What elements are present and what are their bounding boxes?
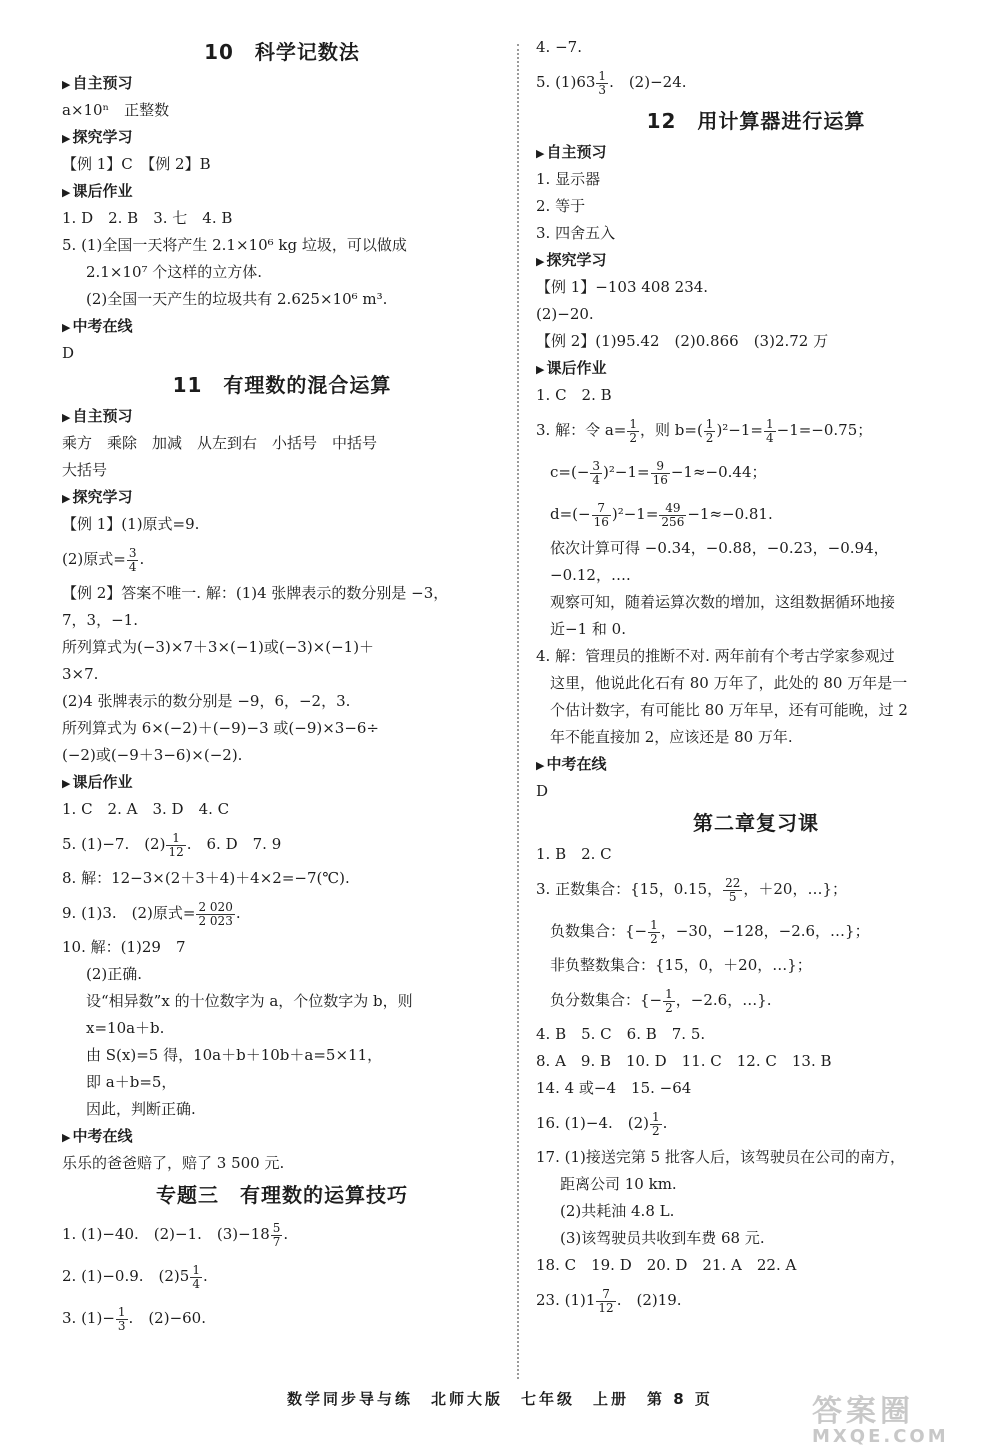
section-title-10: 10 科学记数法 <box>204 40 360 64</box>
heading-homework <box>536 355 976 382</box>
answer-line: 4. −7. <box>536 38 582 56</box>
answer-line: 7，3，−1. <box>62 611 138 629</box>
triangle-icon: ▶ <box>62 78 71 91</box>
fraction: $\frac{1}{2}$ <box>705 416 714 445</box>
answer-line: (2)原式= $\frac{3}{4}$ . <box>62 545 145 574</box>
heading-label: 中考在线 <box>546 755 607 773</box>
answer-line: 16. (1)−4. (2) $\frac{1}{2}$ . <box>536 1109 668 1138</box>
answer-line: 【例 2】(1)95.42 (2)0.866 (3)2.72 万 <box>536 332 829 350</box>
answer-line: 3. 正数集合：{15，0.15， $\frac{22}{5}$ ，＋20，…}； <box>536 875 848 904</box>
answer-line: −0.12，…. <box>550 566 631 584</box>
answer-line: c=(− $\frac{3}{4}$ )²−1= $\frac{9}{16}$ −1≈−0.44； <box>550 458 767 487</box>
heading-exam <box>536 751 976 778</box>
answer-line: D <box>62 344 75 362</box>
answer-line: 9. (1)3. (2)原式= $\frac{2 020}{2 023}$ . <box>62 899 241 928</box>
left-column <box>62 34 502 1339</box>
heading-label: 探究学习 <box>546 251 607 269</box>
triangle-icon: ▶ <box>62 186 71 199</box>
fraction: $\frac{7}{16}$ <box>593 500 609 529</box>
answer-line: 1. B 2. C <box>536 845 612 863</box>
answer-line: 3. (1)− $\frac{1}{3}$ . (2)−60. <box>62 1304 206 1333</box>
heading-label: 探究学习 <box>72 488 133 506</box>
heading-label: 课后作业 <box>72 773 133 791</box>
answer-line: 3. 四舍五入 <box>536 224 616 242</box>
fraction: $\frac{49}{256}$ <box>661 500 685 529</box>
triangle-icon: ▶ <box>62 777 71 790</box>
fraction: $\frac{3}{4}$ <box>128 545 137 574</box>
answer-line: 因此，判断正确. <box>86 1100 196 1118</box>
answer-line: 设“相异数”x 的十位数字为 a，个位数字为 b，则 <box>86 992 413 1010</box>
answer-line: 2.1×10⁷ 个这样的立方体. <box>86 263 263 281</box>
fraction: $\frac{1}{4}$ <box>192 1262 200 1291</box>
fraction: $\frac{7}{12}$ <box>598 1286 614 1315</box>
right-column <box>536 34 976 1321</box>
fraction: $\frac{1}{4}$ <box>765 416 774 445</box>
heading-preview <box>62 403 502 430</box>
answer-line: 23. (1)1 $\frac{7}{12}$ . (2)19. <box>536 1286 682 1315</box>
fraction: $\frac{1}{2}$ <box>665 986 673 1015</box>
answer-line: 5. (1)−7. (2) $\frac{1}{12}$ . 6. D 7. 9 <box>62 830 282 859</box>
heading-explore <box>62 124 502 151</box>
answer-line: (3)该驾驶员共收到车费 68 元. <box>560 1229 765 1247</box>
triangle-icon: ▶ <box>62 1131 71 1144</box>
answer-line: 4. 解：管理员的推断不对. 两年前有个考古学家参观过 <box>536 647 895 665</box>
answer-line: 大括号 <box>62 461 108 479</box>
column-divider <box>517 44 519 1379</box>
answer-line: 个估计数字，有可能比 80 万年早，还有可能晚，过 2 <box>550 701 908 719</box>
answer-line: 所列算式为(−3)×7＋3×(−1)或(−3)×(−1)＋ <box>62 638 375 656</box>
answer-line: (2)共耗油 4.8 L. <box>560 1202 675 1220</box>
heading-preview <box>62 70 502 97</box>
fraction: $\frac{1}{2}$ <box>652 1109 660 1138</box>
answer-line: (2)−20. <box>536 305 594 323</box>
heading-homework <box>62 769 502 796</box>
answer-line: 8. 解：12−3×(2＋3＋4)＋4×2=−7(℃). <box>62 869 350 887</box>
heading-exam <box>62 1123 502 1150</box>
answer-line: 1. (1)−40. (2)−1. (3)−18 $\frac{5}{7}$ . <box>62 1220 289 1249</box>
answer-line: 【例 1】(1)原式=9. <box>62 515 200 533</box>
answer-line: 3. 解：令 a= $\frac{1}{2}$ ，则 b=( $\frac{1}{2}$ )²−1= $\frac{1}{4}$ −1=−0.75； <box>536 416 873 445</box>
answer-line: 14. 4 或−4 15. −64 <box>536 1079 692 1097</box>
triangle-icon: ▶ <box>536 147 545 160</box>
answer-line: 负数集合：{− $\frac{1}{2}$ ，−30，−128，−2.6，…}； <box>550 917 870 946</box>
fraction: $\frac{22}{5}$ <box>725 875 741 904</box>
answer-line: 乐乐的爸爸赔了，赔了 3 500 元. <box>62 1154 285 1172</box>
watermark-logo <box>812 1396 992 1446</box>
section-title-11: 11 有理数的混合运算 <box>172 373 392 397</box>
answer-line: 【例 1】−103 408 234. <box>536 278 709 296</box>
fraction: $\frac{1}{3}$ <box>598 68 607 97</box>
watermark-url: MXQE.COM <box>812 1426 949 1447</box>
answer-line: 10. 解：(1)29 7 <box>62 938 186 956</box>
triangle-icon: ▶ <box>62 132 71 145</box>
heading-exam <box>62 313 502 340</box>
answer-line: 5. (1)全国一天将产生 2.1×10⁶ kg 垃圾，可以做成 <box>62 236 407 254</box>
answer-line: 1. D 2. B 3. 七 4. B <box>62 209 233 227</box>
answer-line: 2. (1)−0.9. (2)5 $\frac{1}{4}$ . <box>62 1262 208 1291</box>
heading-homework <box>62 178 502 205</box>
heading-label: 探究学习 <box>72 128 133 146</box>
answer-line: 1. 显示器 <box>536 170 601 188</box>
fraction: $\frac{3}{4}$ <box>592 458 601 487</box>
answer-line: 1. C 2. A 3. D 4. C <box>62 800 230 818</box>
answer-line: 观察可知，随着运算次数的增加，这组数据循环地接 <box>550 593 896 611</box>
answer-line: D <box>536 782 549 800</box>
answer-line: 所列算式为 6×(−2)＋(−9)−3 或(−9)×3−6÷ <box>62 719 380 737</box>
triangle-icon: ▶ <box>62 411 71 424</box>
answer-line: 2. 等于 <box>536 197 586 215</box>
triangle-icon: ▶ <box>62 321 71 334</box>
triangle-icon: ▶ <box>536 363 545 376</box>
triangle-icon: ▶ <box>536 255 545 268</box>
fraction: $\frac{9}{16}$ <box>652 458 668 487</box>
fraction: $\frac{1}{3}$ <box>117 1304 126 1333</box>
answer-line: 1. C 2. B <box>536 386 612 404</box>
fraction: $\frac{1}{2}$ <box>629 416 637 445</box>
heading-label: 中考在线 <box>72 317 133 335</box>
section-title-12: 12 用计算器进行运算 <box>646 109 866 133</box>
answer-line: 【例 2】答案不唯一. 解：(1)4 张牌表示的数分别是 −3， <box>62 584 449 602</box>
heading-explore <box>536 247 976 274</box>
fraction: $\frac{1}{12}$ <box>168 830 184 859</box>
page-footer: 数学同步导与练 北师大版 七年级 上册 第 8 页 <box>287 1390 713 1408</box>
answer-line: 即 a＋b=5， <box>86 1073 177 1091</box>
section-title-topic3: 专题三 有理数的运算技巧 <box>156 1183 408 1207</box>
answer-line: (2)正确. <box>86 965 143 983</box>
section-title-chapter2-review: 第二章复习课 <box>693 811 819 835</box>
answer-line: 依次计算可得 −0.34，−0.88，−0.23，−0.94， <box>550 539 889 557</box>
heading-explore <box>62 484 502 511</box>
answer-line: 4. B 5. C 6. B 7. 5. <box>536 1025 706 1043</box>
answer-line: 18. C 19. D 20. D 21. A 22. A <box>536 1256 797 1274</box>
fraction: $\frac{1}{2}$ <box>650 917 658 946</box>
answer-line: (2)全国一天产生的垃圾共有 2.625×10⁶ m³. <box>86 290 388 308</box>
triangle-icon: ▶ <box>536 759 545 772</box>
heading-label: 自主预习 <box>546 143 607 161</box>
fraction: $\frac{5}{7}$ <box>272 1220 281 1249</box>
fraction: $\frac{2 020}{2 023}$ <box>198 899 233 928</box>
answer-line: (−2)或(−9＋3−6)×(−2). <box>62 746 243 764</box>
answer-line: 5. (1)63 $\frac{1}{3}$ . (2)−24. <box>536 68 687 97</box>
answer-line: 由 S(x)=5 得，10a＋b＋10b＋a=5×11， <box>86 1046 383 1064</box>
answer-line: 17. (1)接送完第 5 批客人后，该驾驶员在公司的南方， <box>536 1148 905 1166</box>
triangle-icon: ▶ <box>62 492 71 505</box>
heading-label: 课后作业 <box>546 359 607 377</box>
watermark-text: 答案圈 <box>812 1394 914 1429</box>
answer-line: 这里，他说此化石有 80 万年了，此处的 80 万年是一 <box>550 674 908 692</box>
answer-line: 8. A 9. B 10. D 11. C 12. C 13. B <box>536 1052 832 1070</box>
answer-line: x=10a＋b. <box>86 1019 165 1037</box>
answer-line: 负分数集合：{− $\frac{1}{2}$ ，−2.6，…}. <box>550 986 772 1015</box>
answer-line: (2)4 张牌表示的数分别是 −9，6，−2，3. <box>62 692 351 710</box>
answer-line: 年不能直接加 2，应该还是 80 万年. <box>550 728 793 746</box>
answer-line: a×10ⁿ 正整数 <box>62 101 170 119</box>
answer-line: 【例 1】C 【例 2】B <box>62 155 211 173</box>
heading-label: 自主预习 <box>72 74 133 92</box>
answer-line: 距离公司 10 km. <box>560 1175 677 1193</box>
heading-label: 自主预习 <box>72 407 133 425</box>
heading-label: 课后作业 <box>72 182 133 200</box>
answer-line: d=(− $\frac{7}{16}$ )²−1= $\frac{49}{256}$ −1≈−0.81. <box>550 500 773 529</box>
heading-label: 中考在线 <box>72 1127 133 1145</box>
answer-line: 非负整数集合：{15，0，＋20，…}； <box>550 956 812 974</box>
heading-preview <box>536 139 976 166</box>
answer-line: 3×7. <box>62 665 99 683</box>
answer-line: 近−1 和 0. <box>550 620 626 638</box>
answer-line: 乘方 乘除 加减 从左到右 小括号 中括号 <box>62 434 378 452</box>
